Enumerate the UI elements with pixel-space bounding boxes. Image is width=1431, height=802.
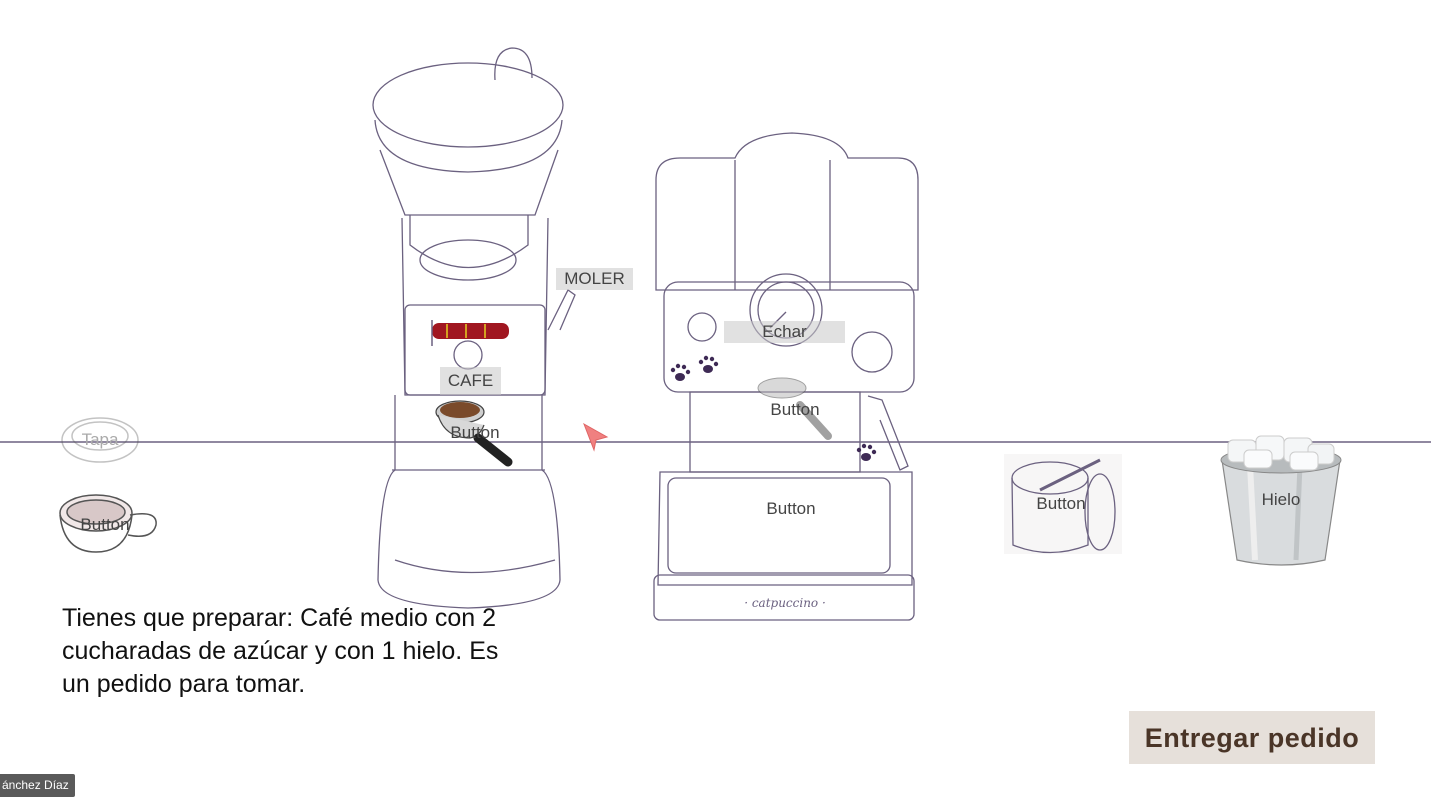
ice-button[interactable]: Hielo xyxy=(1261,490,1301,509)
bean-level-bar xyxy=(432,323,509,339)
grinder-portafilter-button[interactable]: Button xyxy=(450,423,500,442)
lid-button[interactable]: Tapa xyxy=(81,430,119,449)
drip-tray-button[interactable]: Button xyxy=(766,499,816,518)
espresso-brand: · catpuccino · xyxy=(744,596,826,610)
moler-button[interactable]: MOLER xyxy=(556,268,633,290)
cursor-icon xyxy=(584,424,607,450)
order-instructions: Tienes que preparar: Café medio con 2 cucharadas de azúcar y con 1 hielo. Es un pedido para tomar. xyxy=(62,604,499,698)
sugar-button[interactable]: Button xyxy=(1036,494,1086,513)
cafe-button[interactable]: CAFE xyxy=(440,367,501,395)
cup-button[interactable]: Button xyxy=(80,515,130,534)
user-name-badge: ánchez Díaz xyxy=(0,774,75,797)
espresso-machine xyxy=(654,133,918,620)
deliver-order-button[interactable]: Entregar pedido xyxy=(1129,711,1375,764)
echar-button[interactable]: Echar xyxy=(724,321,845,343)
espresso-portafilter-button[interactable]: Button xyxy=(770,400,820,419)
